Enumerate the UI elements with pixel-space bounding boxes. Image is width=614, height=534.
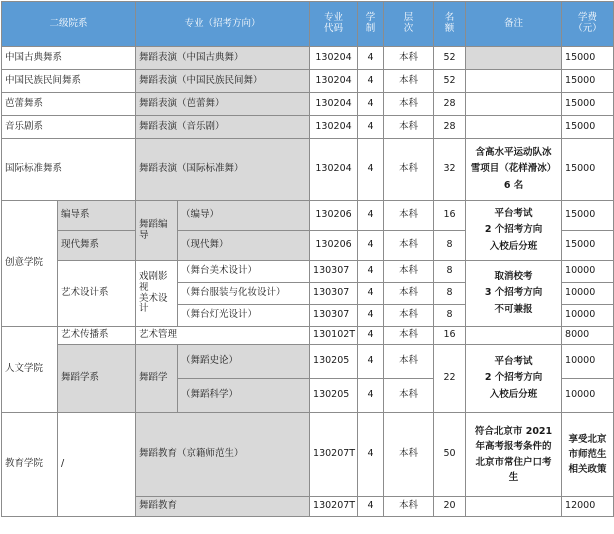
note-cell [466,116,562,139]
quota-cell: 20 [434,497,466,517]
fee-cell: 15000 [562,116,614,139]
quota-cell: 16 [434,201,466,231]
fee-cell: 15000 [562,139,614,201]
code-cell: 130307 [310,261,358,283]
table-row [2,345,614,379]
quota-cell: 32 [434,139,466,201]
major-cell: 舞蹈表演（国际标准舞） [136,139,310,201]
dept-cell: 艺术传播系 [58,327,136,345]
direction-cell: （舞台灯光设计） [178,305,310,327]
dept-cell: 编导系 [58,201,136,231]
years-cell: 4 [358,283,384,305]
code-cell: 130204 [310,116,358,139]
level-cell: 本科 [384,201,434,231]
table-row [2,413,614,497]
quota-cell: 8 [434,231,466,261]
dept-cell: / [58,413,136,517]
header-quota: 名 额 [434,2,466,47]
level-cell: 本科 [384,231,434,261]
code-cell: 130204 [310,93,358,116]
quota-cell: 28 [434,116,466,139]
years-cell: 4 [358,413,384,497]
quota-cell: 52 [434,70,466,93]
college-cell: 人文学院 [2,327,58,413]
years-cell: 4 [358,327,384,345]
dept-cell: 中国古典舞系 [2,47,136,70]
college-cell: 创意学院 [2,201,58,327]
direction-cell: （舞台服装与化妆设计） [178,283,310,305]
direction-cell: （舞台美术设计） [178,261,310,283]
quota-cell: 8 [434,261,466,283]
fee-cell: 10000 [562,345,614,379]
level-cell: 本科 [384,305,434,327]
note-cell [466,497,562,517]
dept-cell: 芭蕾舞系 [2,93,136,116]
table-row [2,47,614,70]
header-code: 专业 代码 [310,2,358,47]
header-note: 备注 [466,2,562,47]
major-cell: 舞蹈表演（中国古典舞） [136,47,310,70]
direction-cell: （现代舞） [178,231,310,261]
dept-cell: 舞蹈学系 [58,345,136,413]
level-cell: 本科 [384,70,434,93]
fee-cell: 10000 [562,261,614,283]
college-cell: 教育学院 [2,413,58,517]
note-cell: 含高水平运动队冰 雪项目（花样滑冰） 6 名 [466,139,562,201]
quota-cell: 22 [434,345,466,413]
note-cell [466,47,562,70]
fee-cell: 10000 [562,305,614,327]
fee-cell: 10000 [562,283,614,305]
table-row [2,93,614,116]
code-cell: 130206 [310,231,358,261]
dept-cell: 国际标准舞系 [2,139,136,201]
note-cell [466,93,562,116]
years-cell: 4 [358,261,384,283]
code-cell: 130204 [310,139,358,201]
note-cell [466,327,562,345]
dept-cell: 中国民族民间舞系 [2,70,136,93]
table-row [2,201,614,231]
quota-cell: 50 [434,413,466,497]
note-cell: 符合北京市 2021 年高考报考条件的 北京市常住户口考 生 [466,413,562,497]
quota-cell: 28 [434,93,466,116]
years-cell: 4 [358,93,384,116]
level-cell: 本科 [384,261,434,283]
table-row [2,261,614,283]
table-row [2,327,614,345]
major-cell: 舞蹈学 [136,345,178,413]
header-fee: 学费 （元） [562,2,614,47]
years-cell: 4 [358,231,384,261]
years-cell: 4 [358,139,384,201]
level-cell: 本科 [384,379,434,413]
admission-plan-table [1,1,614,517]
level-cell: 本科 [384,345,434,379]
years-cell: 4 [358,305,384,327]
years-cell: 4 [358,345,384,379]
header-major: 专业（招考方向） [136,2,310,47]
fee-cell: 享受北京 市师范生 相关政策 [562,413,614,497]
dept-cell: 音乐剧系 [2,116,136,139]
fee-cell: 10000 [562,379,614,413]
level-cell: 本科 [384,93,434,116]
level-cell: 本科 [384,47,434,70]
header-dept: 二级院系 [2,2,136,47]
table-row [2,139,614,201]
code-cell: 130207T [310,497,358,517]
level-cell: 本科 [384,413,434,497]
code-cell: 130204 [310,47,358,70]
direction-cell: （编导） [178,201,310,231]
direction-cell: （舞蹈史论） [178,345,310,379]
major-cell: 舞蹈编导 [136,201,178,261]
level-cell: 本科 [384,139,434,201]
level-cell: 本科 [384,497,434,517]
major-cell: 舞蹈表演（芭蕾舞） [136,93,310,116]
code-cell: 130307 [310,283,358,305]
direction-cell: （舞蹈科学） [178,379,310,413]
level-cell: 本科 [384,327,434,345]
note-cell: 平台考试 2 个招考方向 入校后分班 [466,345,562,413]
fee-cell: 12000 [562,497,614,517]
header-row [2,2,614,47]
note-cell: 取消校考 3 个招考方向 不可兼报 [466,261,562,327]
major-cell: 戏剧影视 美术设计 [136,261,178,327]
note-cell: 平台考试 2 个招考方向 入校后分班 [466,201,562,261]
table-row [2,70,614,93]
fee-cell: 15000 [562,47,614,70]
code-cell: 130307 [310,305,358,327]
table-row [2,116,614,139]
dept-cell: 艺术设计系 [58,261,136,327]
fee-cell: 15000 [562,70,614,93]
quota-cell: 16 [434,327,466,345]
years-cell: 4 [358,47,384,70]
quota-cell: 8 [434,283,466,305]
major-cell: 舞蹈表演（中国民族民间舞） [136,70,310,93]
quota-cell: 8 [434,305,466,327]
code-cell: 130102T [310,327,358,345]
code-cell: 130204 [310,70,358,93]
years-cell: 4 [358,116,384,139]
years-cell: 4 [358,70,384,93]
major-cell: 艺术管理 [136,327,310,345]
major-cell: 舞蹈表演（音乐剧） [136,116,310,139]
quota-cell: 52 [434,47,466,70]
years-cell: 4 [358,497,384,517]
level-cell: 本科 [384,116,434,139]
fee-cell: 15000 [562,231,614,261]
years-cell: 4 [358,201,384,231]
code-cell: 130207T [310,413,358,497]
header-years: 学 制 [358,2,384,47]
fee-cell: 15000 [562,201,614,231]
code-cell: 130206 [310,201,358,231]
years-cell: 4 [358,379,384,413]
dept-cell: 现代舞系 [58,231,136,261]
code-cell: 130205 [310,379,358,413]
level-cell: 本科 [384,283,434,305]
major-cell: 舞蹈教育 [136,497,310,517]
fee-cell: 15000 [562,93,614,116]
major-cell: 舞蹈教育（京籍师范生） [136,413,310,497]
code-cell: 130205 [310,345,358,379]
header-level: 层 次 [384,2,434,47]
note-cell [466,70,562,93]
fee-cell: 8000 [562,327,614,345]
